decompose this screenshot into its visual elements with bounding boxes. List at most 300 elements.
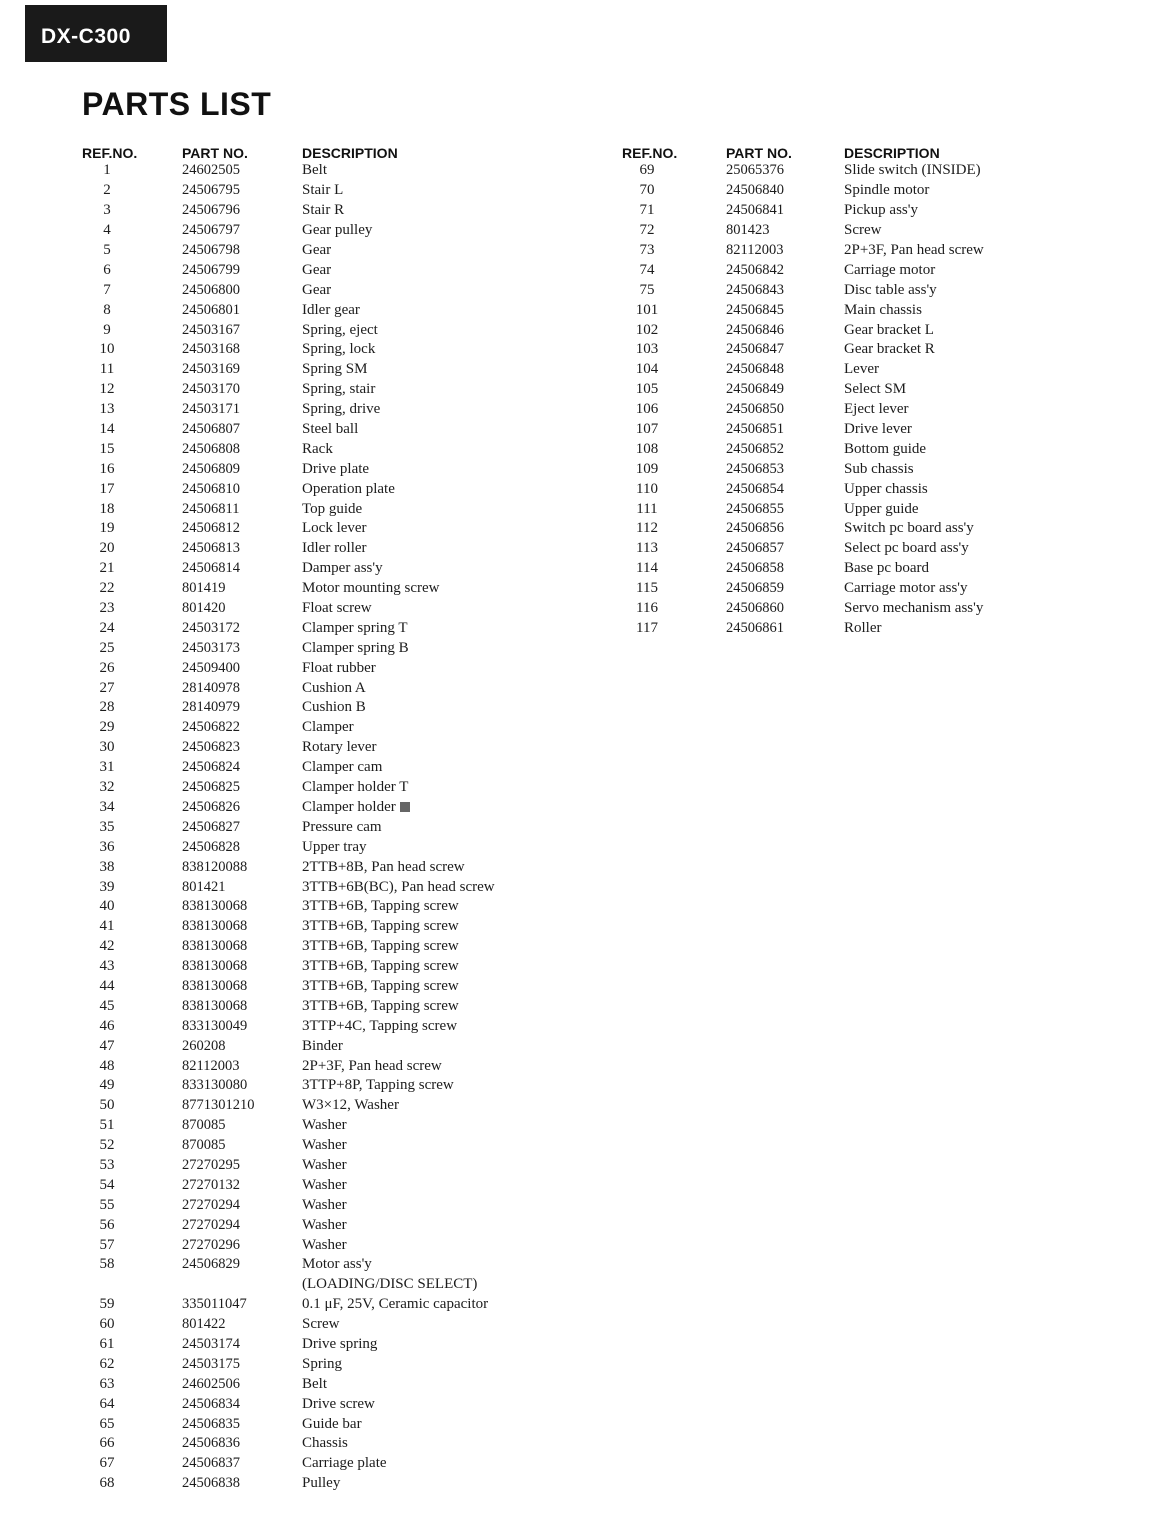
part-no: 8771301210 [182, 1097, 255, 1114]
table-row [82, 320, 542, 340]
description: Disc table ass'y [844, 281, 937, 298]
part-no: 27270132 [182, 1176, 240, 1193]
table-row [82, 658, 542, 678]
ref-no: 36 [99, 838, 115, 855]
part-no: 24503172 [182, 619, 240, 636]
table-row [82, 1275, 542, 1295]
part-no: 24506854 [726, 480, 784, 497]
table-row [622, 340, 1084, 360]
description: Clamper spring B [302, 639, 409, 656]
ref-no: 108 [635, 440, 659, 457]
description-header: DESCRIPTION [302, 145, 398, 161]
part-no: 28140979 [182, 699, 240, 716]
part-no: 24506809 [182, 460, 240, 477]
description: Clamper [302, 719, 354, 736]
description: Stair R [302, 202, 345, 219]
part-no: 24506799 [182, 261, 240, 278]
table-row [82, 897, 542, 917]
description: Switch pc board ass'y [844, 520, 974, 537]
part-no: 24509400 [182, 659, 240, 676]
table-row [82, 1255, 542, 1275]
part-no: 24506848 [726, 361, 784, 378]
ref-no: 19 [99, 520, 115, 537]
table-row [82, 439, 542, 459]
part-no: 24506838 [182, 1475, 240, 1492]
description: Cushion B [302, 699, 366, 716]
table-row [82, 181, 542, 201]
description: Upper guide [844, 500, 919, 517]
ref-no: 18 [99, 500, 115, 517]
part-no: 24506798 [182, 242, 240, 258]
description: Upper chassis [844, 480, 928, 497]
part-no: 24506850 [726, 401, 784, 418]
ref-no: 64 [99, 1395, 115, 1412]
description: Washer [302, 1216, 347, 1233]
part-no: 24503173 [182, 639, 240, 656]
ref-no: 31 [99, 759, 115, 776]
table-row [82, 360, 542, 380]
ref-no: 10 [99, 341, 115, 358]
description: Lever [844, 361, 879, 378]
table-row [82, 957, 542, 977]
table-row [82, 459, 542, 479]
description: Stair L [302, 182, 344, 199]
part-no: 24503170 [182, 381, 240, 398]
part-no: 838130068 [182, 997, 248, 1014]
table-row [82, 539, 542, 559]
part-no: 24506836 [182, 1435, 240, 1452]
description: Lock lever [302, 520, 367, 537]
ref-no: 2 [103, 182, 111, 199]
ref-no: 3 [103, 202, 111, 219]
table-row [82, 1394, 542, 1414]
table-row [82, 837, 542, 857]
table-row [622, 499, 1084, 519]
ref-no: 101 [635, 301, 659, 318]
description: Float screw [302, 600, 372, 617]
part-no-header: PART NO. [726, 145, 792, 161]
description: 3TTB+6B, Tapping screw [302, 997, 459, 1014]
part-no: 24506861 [726, 619, 784, 636]
ref-no: 20 [99, 540, 115, 557]
table-row [622, 400, 1084, 420]
table-row [82, 758, 542, 778]
ref-no: 63 [99, 1375, 115, 1392]
ref-no: 48 [99, 1057, 115, 1074]
part-no: 24506808 [182, 440, 240, 457]
part-no: 24506849 [726, 381, 784, 398]
table-header [82, 141, 542, 161]
description: Upper tray [302, 838, 367, 855]
description: 3TTB+6B, Tapping screw [302, 918, 459, 935]
ref-no: 105 [635, 381, 659, 398]
description: Drive spring [302, 1335, 378, 1352]
ref-no: 110 [636, 480, 658, 497]
table-header [622, 141, 1084, 161]
ref-no: 27 [99, 679, 115, 696]
part-no: 870085 [182, 1137, 226, 1154]
part-no: 24506847 [726, 341, 784, 358]
part-no: 24506796 [182, 202, 240, 219]
ref-no: 60 [99, 1316, 115, 1333]
part-no: 24506840 [726, 182, 784, 199]
part-no: 25065376 [726, 162, 784, 179]
description: 3TTB+6B, Tapping screw [302, 977, 459, 994]
ref-no: 34 [99, 798, 115, 815]
part-no: 24506834 [182, 1395, 240, 1412]
part-no: 27270296 [182, 1236, 240, 1253]
part-no: 24503174 [182, 1335, 240, 1352]
description: Screw [302, 1316, 340, 1333]
description: Eject lever [844, 401, 909, 418]
parts-rows-left [82, 161, 542, 1494]
table-row [82, 638, 542, 658]
part-no: 838130068 [182, 938, 248, 955]
part-no: 838130068 [182, 958, 248, 975]
description: Washer [302, 1176, 347, 1193]
ref-no: 74 [639, 261, 655, 278]
ref-no: 69 [639, 162, 655, 179]
part-no: 24506807 [182, 421, 240, 438]
part-no: 24506859 [726, 580, 784, 597]
part-no: 24506795 [182, 182, 240, 199]
table-row [82, 1354, 542, 1374]
ref-no: 70 [639, 182, 655, 199]
table-row [82, 1195, 542, 1215]
table-row [82, 1414, 542, 1434]
description: Belt [302, 1375, 327, 1392]
description: Rack [302, 440, 333, 457]
ref-no: 57 [99, 1236, 115, 1253]
ref-no: 107 [635, 421, 659, 438]
ref-no: 39 [99, 878, 115, 895]
table-row [82, 201, 542, 221]
ref-no: 46 [99, 1017, 115, 1034]
table-row [82, 1116, 542, 1136]
description: Spindle motor [844, 182, 930, 199]
part-no: 82112003 [726, 242, 784, 258]
ref-no-header: REF.NO. [82, 145, 138, 161]
ref-no: 72 [639, 222, 655, 239]
part-no: 838130068 [182, 918, 248, 935]
part-no: 24506837 [182, 1455, 240, 1472]
part-no: 27270294 [182, 1216, 240, 1233]
ref-no: 58 [99, 1256, 115, 1273]
ref-no: 5 [103, 242, 111, 258]
description: Servo mechanism ass'y [844, 600, 984, 617]
ref-no: 104 [635, 361, 659, 378]
ref-no: 111 [636, 500, 658, 517]
table-row [622, 221, 1084, 241]
table-row [622, 439, 1084, 459]
description: Spring SM [302, 361, 368, 378]
table-row [82, 917, 542, 937]
part-no: 24506829 [182, 1256, 240, 1273]
ref-no: 66 [99, 1435, 115, 1452]
description: Drive plate [302, 460, 370, 477]
table-row [82, 1434, 542, 1454]
model-badge: DX-C300 [25, 5, 167, 62]
description: Washer [302, 1196, 347, 1213]
ref-no: 68 [99, 1475, 115, 1492]
part-no: 24506852 [726, 440, 784, 457]
description: Operation plate [302, 480, 395, 497]
table-row [82, 718, 542, 738]
part-no: 24503167 [182, 321, 240, 338]
table-row [82, 1056, 542, 1076]
table-row [622, 519, 1084, 539]
ref-no: 50 [99, 1097, 115, 1114]
part-no: 801420 [182, 600, 226, 617]
ref-no: 49 [99, 1077, 115, 1094]
description: Drive screw [302, 1395, 375, 1412]
description: W3×12, Washer [302, 1097, 399, 1114]
ref-no: 32 [99, 779, 115, 796]
part-no: 833130080 [182, 1077, 248, 1094]
description: Main chassis [844, 301, 922, 318]
description: Clamper cam [302, 759, 383, 776]
description: Pickup ass'y [844, 202, 918, 219]
description: Roller [844, 619, 882, 636]
description: Rotary lever [302, 739, 377, 756]
table-row [622, 181, 1084, 201]
description: Slide switch (INSIDE) [844, 162, 981, 179]
table-row [82, 1235, 542, 1255]
part-no: 24602506 [182, 1375, 240, 1392]
ref-no: 17 [99, 480, 115, 497]
part-no: 24506857 [726, 540, 784, 557]
parts-table-left [82, 141, 542, 1494]
table-row [82, 400, 542, 420]
part-no: 838120088 [182, 858, 248, 875]
description: Spring [302, 1355, 343, 1372]
part-no: 24506841 [726, 202, 784, 219]
table-row [82, 599, 542, 619]
ref-no: 52 [99, 1137, 115, 1154]
part-no: 801421 [182, 878, 226, 895]
part-no-header: PART NO. [182, 145, 248, 161]
description: Motor mounting screw [302, 580, 440, 597]
ref-no: 115 [636, 580, 658, 597]
part-no: 24506826 [182, 798, 240, 815]
description: Belt [302, 162, 327, 179]
page-title: PARTS LIST [82, 86, 272, 122]
part-no: 82112003 [182, 1057, 240, 1074]
description: (LOADING/DISC SELECT) [302, 1276, 478, 1293]
table-row [82, 738, 542, 758]
ref-no: 41 [99, 918, 115, 935]
ref-no: 42 [99, 938, 115, 955]
description: Carriage plate [302, 1455, 387, 1472]
ref-no: 45 [99, 997, 115, 1014]
table-row [82, 499, 542, 519]
table-row [82, 817, 542, 837]
ref-no: 6 [103, 261, 111, 278]
part-no: 24506811 [182, 500, 240, 517]
part-no: 24506801 [182, 301, 240, 318]
description: Steel ball [302, 421, 359, 438]
table-row [622, 539, 1084, 559]
description: Bottom guide [844, 440, 927, 457]
part-no: 24506856 [726, 520, 784, 537]
description: Guide bar [302, 1415, 362, 1432]
ref-no: 25 [99, 639, 115, 656]
part-no: 260208 [182, 1037, 226, 1054]
description: Damper ass'y [302, 560, 383, 577]
table-row [82, 519, 542, 539]
parts-table-right [622, 141, 1084, 638]
table-row [82, 1036, 542, 1056]
ref-no: 29 [99, 719, 115, 736]
description: Carriage motor ass'y [844, 580, 968, 597]
ref-no: 71 [639, 202, 655, 219]
part-no: 838130068 [182, 898, 248, 915]
part-no: 24506813 [182, 540, 240, 557]
table-row [82, 559, 542, 579]
part-no: 801422 [182, 1316, 226, 1333]
table-row [622, 380, 1084, 400]
description: Washer [302, 1156, 347, 1173]
description: 2P+3F, Pan head screw [302, 1057, 442, 1074]
description: Clamper holder T [302, 779, 409, 796]
part-no: 24506858 [726, 560, 784, 577]
part-no: 27270295 [182, 1156, 240, 1173]
description: Gear [302, 242, 332, 258]
part-no: 24506827 [182, 818, 240, 835]
table-row [622, 320, 1084, 340]
description: 0.1 μF, 25V, Ceramic capacitor [302, 1296, 489, 1313]
ref-no: 23 [99, 600, 115, 617]
part-no: 24506846 [726, 321, 784, 338]
table-row [82, 280, 542, 300]
part-no: 24503175 [182, 1355, 240, 1372]
part-no: 24506810 [182, 480, 240, 497]
table-row [82, 678, 542, 698]
table-row [82, 877, 542, 897]
ref-no: 114 [636, 560, 658, 577]
description: Clamper spring T [302, 619, 408, 636]
part-no: 24503169 [182, 361, 240, 378]
description: Gear pulley [302, 222, 373, 239]
table-row [82, 857, 542, 877]
description-header: DESCRIPTION [844, 145, 940, 161]
description: Cushion A [302, 679, 366, 696]
description: Gear bracket L [844, 321, 934, 338]
ref-no: 113 [636, 540, 658, 557]
description: Top guide [302, 500, 363, 517]
description: 3TTB+6B, Tapping screw [302, 958, 459, 975]
part-no: 24506845 [726, 301, 784, 318]
description: Washer [302, 1117, 347, 1134]
description: Gear [302, 261, 332, 278]
table-row [82, 1474, 542, 1494]
ref-no: 59 [99, 1296, 115, 1313]
ref-no: 65 [99, 1415, 115, 1432]
ref-no: 75 [639, 281, 655, 298]
table-row [82, 977, 542, 997]
table-row [82, 380, 542, 400]
ref-no: 26 [99, 659, 115, 676]
part-no: 24506800 [182, 281, 240, 298]
description: Select SM [844, 381, 907, 398]
table-row [622, 599, 1084, 619]
table-row [82, 1374, 542, 1394]
ref-no: 14 [99, 421, 115, 438]
table-row [82, 1215, 542, 1235]
description: Sub chassis [844, 460, 914, 477]
ref-no: 53 [99, 1156, 115, 1173]
ref-no: 103 [635, 341, 659, 358]
ref-no: 38 [99, 858, 115, 875]
table-row [622, 459, 1084, 479]
description: Carriage motor [844, 261, 936, 278]
table-row [622, 360, 1084, 380]
table-row [82, 1454, 542, 1474]
parts-rows-right [622, 161, 1084, 638]
ref-no: 22 [99, 580, 115, 597]
ref-no: 13 [99, 401, 115, 418]
table-row [622, 300, 1084, 320]
square-mark-icon [400, 802, 410, 812]
table-row [82, 1175, 542, 1195]
description: Pressure cam [302, 818, 382, 835]
part-no: 24506824 [182, 759, 240, 776]
table-row [82, 618, 542, 638]
part-no: 24602505 [182, 162, 240, 179]
description: Spring, drive [302, 401, 381, 418]
ref-no: 109 [635, 460, 659, 477]
table-row [622, 618, 1084, 638]
ref-no-header: REF.NO. [622, 145, 678, 161]
ref-no: 56 [99, 1216, 115, 1233]
ref-no: 21 [99, 560, 115, 577]
ref-no: 43 [99, 958, 115, 975]
description: Washer [302, 1137, 347, 1154]
ref-no: 67 [99, 1455, 115, 1472]
table-row [622, 260, 1084, 280]
ref-no: 16 [99, 460, 115, 477]
ref-no: 4 [103, 222, 111, 239]
part-no: 24506822 [182, 719, 240, 736]
table-row [82, 778, 542, 798]
part-no: 24506843 [726, 281, 784, 298]
ref-no: 9 [103, 321, 111, 338]
table-row [622, 420, 1084, 440]
ref-no: 1 [103, 162, 111, 179]
part-no: 24506851 [726, 421, 784, 438]
part-no: 801423 [726, 222, 770, 239]
table-row [82, 1016, 542, 1036]
part-no: 24506835 [182, 1415, 240, 1432]
ref-no: 28 [99, 699, 115, 716]
ref-no: 62 [99, 1355, 115, 1372]
ref-no: 40 [99, 898, 115, 915]
ref-no: 54 [99, 1176, 115, 1193]
part-no: 24506812 [182, 520, 240, 537]
table-row [622, 559, 1084, 579]
part-no: 24506853 [726, 460, 784, 477]
description: Gear bracket R [844, 341, 935, 358]
part-no: 24503171 [182, 401, 240, 418]
description: 3TTP+8P, Tapping screw [302, 1077, 454, 1094]
ref-no: 47 [99, 1037, 115, 1054]
description: Spring, eject [302, 321, 378, 338]
table-row [82, 221, 542, 241]
table-row [82, 579, 542, 599]
ref-no: 73 [639, 242, 655, 258]
table-row [82, 798, 542, 818]
table-row [82, 937, 542, 957]
